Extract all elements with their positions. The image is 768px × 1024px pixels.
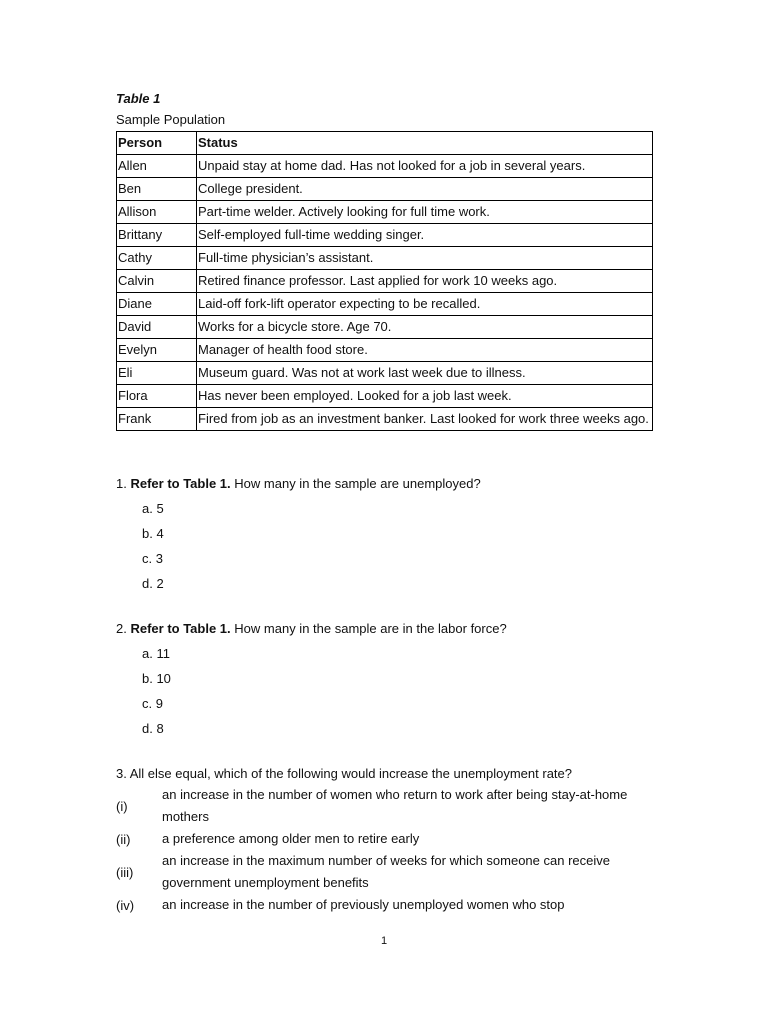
roman-item-text: an increase in the number of women who return to work after being stay-at-home mothers [162, 787, 628, 824]
roman-item-text: an increase in the maximum number of weeks for which someone can receive government unemployment benefits [162, 853, 610, 890]
status-cell: Works for a bicycle store. Age 70. [197, 316, 653, 339]
person-cell: Cathy [117, 247, 197, 270]
status-cell: Has never been employed. Looked for a job last week. [197, 385, 653, 408]
page-number: 1 [380, 935, 388, 947]
status-cell: Manager of health food store. [197, 339, 653, 362]
roman-numeral: (iv) [116, 897, 135, 913]
table-title: Table 1 [116, 91, 161, 106]
roman-list [116, 784, 656, 916]
person-cell: Eli [117, 362, 197, 385]
table-row [117, 385, 653, 408]
question-reference: Refer to Table 1. [130, 476, 231, 491]
status-cell: Full-time physician’s assistant. [197, 247, 653, 270]
answer-options [116, 644, 656, 739]
table-row [117, 270, 653, 293]
person-cell: Calvin [117, 270, 197, 293]
person-cell: Brittany [117, 224, 197, 247]
person-cell: Evelyn [117, 339, 197, 362]
column-header-person: Person [117, 132, 197, 155]
question-2 [116, 619, 656, 739]
table-row [117, 293, 653, 316]
roman-numeral: (iii) [116, 864, 134, 880]
person-cell: Ben [117, 178, 197, 201]
table-row [117, 339, 653, 362]
roman-item-text: an increase in the number of previously unemployed women who stop [162, 897, 565, 912]
status-cell: Museum guard. Was not at work last week due to illness. [197, 362, 653, 385]
status-cell: Part-time welder. Actively looking for full time work. [197, 201, 653, 224]
question-3 [116, 764, 656, 916]
question-1 [116, 474, 656, 594]
answer-option: b. 10 [142, 671, 171, 686]
roman-numeral: (ii) [116, 831, 131, 847]
answer-option: c. 9 [142, 696, 163, 711]
roman-item [116, 828, 656, 850]
question-text: How many in the sample are in the labor force? [234, 621, 507, 636]
table-row [117, 247, 653, 270]
answer-option: b. 4 [142, 526, 164, 541]
status-cell: Retired finance professor. Last applied for work 10 weeks ago. [197, 270, 653, 293]
person-cell: David [117, 316, 197, 339]
roman-item [116, 894, 656, 916]
sample-population-table [116, 131, 653, 431]
table-caption: Sample Population [116, 112, 226, 127]
question-number: 2. [116, 621, 127, 636]
status-cell: College president. [197, 178, 653, 201]
roman-item [116, 850, 656, 894]
table-row [117, 408, 653, 431]
table-row [117, 178, 653, 201]
answer-option: c. 3 [142, 551, 163, 566]
roman-item [116, 784, 656, 828]
roman-numeral: (i) [116, 798, 128, 814]
status-cell: Laid-off fork-lift operator expecting to be recalled. [197, 293, 653, 316]
table-row [117, 224, 653, 247]
status-cell: Unpaid stay at home dad. Has not looked for a job in several years. [197, 155, 653, 178]
status-cell: Self-employed full-time wedding singer. [197, 224, 653, 247]
answer-option: d. 2 [142, 576, 164, 591]
question-number: 1. [116, 476, 127, 491]
table-row [117, 201, 653, 224]
table-row [117, 362, 653, 385]
question-text: How many in the sample are unemployed? [234, 476, 481, 491]
person-cell: Allison [117, 201, 197, 224]
answer-options [116, 499, 656, 594]
status-cell: Fired from job as an investment banker. Last looked for work three weeks ago. [197, 408, 653, 431]
question-reference: Refer to Table 1. [130, 621, 231, 636]
person-cell: Flora [117, 385, 197, 408]
answer-option: a. 5 [142, 501, 164, 516]
roman-item-text: a preference among older men to retire early [162, 831, 420, 846]
table-row [117, 155, 653, 178]
document-page [116, 88, 656, 913]
answer-option: d. 8 [142, 721, 164, 736]
person-cell: Frank [117, 408, 197, 431]
person-cell: Diane [117, 293, 197, 316]
question-stem [116, 619, 656, 639]
question-stem [116, 474, 656, 494]
person-cell: Allen [117, 155, 197, 178]
question-stem: 3. All else equal, which of the following would increase the unemployment rate? [116, 766, 572, 781]
column-header-status: Status [197, 132, 653, 155]
table-header-row [117, 132, 653, 155]
answer-option: a. 11 [142, 646, 170, 661]
table-row [117, 316, 653, 339]
